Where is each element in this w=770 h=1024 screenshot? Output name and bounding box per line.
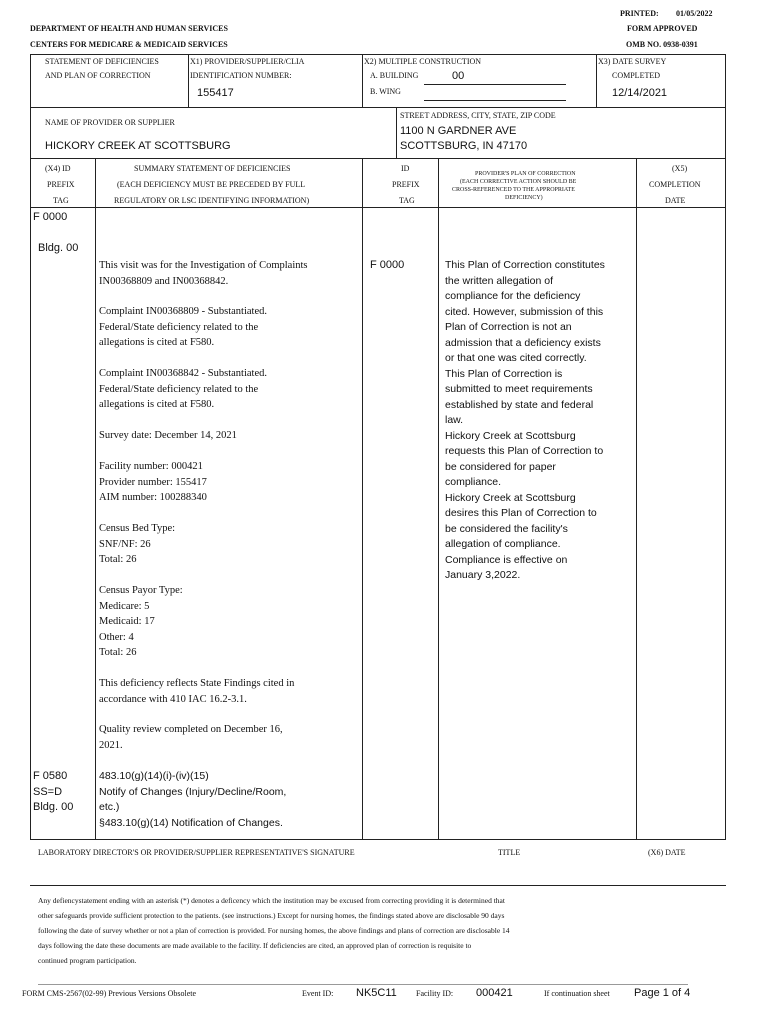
id-header-2: PREFIX bbox=[392, 180, 420, 189]
box1-left-border bbox=[30, 54, 31, 107]
provider-right-border bbox=[725, 107, 726, 158]
x4-header-3: TAG bbox=[53, 196, 69, 205]
provider-left-border bbox=[30, 107, 31, 158]
continuation-label: If continuation sheet bbox=[544, 989, 610, 998]
event-id-value: NK5C11 bbox=[356, 987, 397, 999]
event-id-label: Event ID: bbox=[302, 989, 334, 998]
x1-label-2: IDENTIFICATION NUMBER: bbox=[190, 71, 292, 80]
building-underline bbox=[424, 84, 566, 85]
x1-label-1: X1) PROVIDER/SUPPLIER/CLIA bbox=[190, 57, 305, 66]
x6-date-label: (X6) DATE bbox=[648, 848, 686, 857]
title-label: TITLE bbox=[498, 848, 521, 857]
address-line-2: SCOTTSBURG, IN 47170 bbox=[400, 140, 528, 152]
provider-divider bbox=[396, 107, 397, 158]
col-line-right bbox=[725, 158, 726, 839]
poc-header-4: DEFICIENCY) bbox=[505, 195, 543, 201]
col-line-poc bbox=[636, 158, 637, 839]
facility-id-value: 000421 bbox=[476, 987, 513, 999]
col-line-x4 bbox=[95, 158, 96, 839]
poc-header-2: (EACH CORRECTIVE ACTION SHOULD BE bbox=[460, 179, 577, 185]
provider-name-value: HICKORY CREEK AT SCOTTSBURG bbox=[45, 140, 231, 152]
summary-header-1: SUMMARY STATEMENT OF DEFICIENCIES bbox=[134, 164, 291, 173]
building-value: 00 bbox=[452, 70, 465, 82]
signature-label: LABORATORY DIRECTOR'S OR PROVIDER/SUPPLIER REPRESENTATIVE'S SIGNATURE bbox=[38, 848, 355, 857]
address-line-1: 1100 N GARDNER AVE bbox=[400, 125, 517, 137]
finding-survey-date: Survey date: December 14, 2021 bbox=[99, 430, 237, 441]
printed-label: PRINTED: bbox=[620, 9, 659, 18]
prefix-tag-1: F 0000 bbox=[33, 211, 68, 223]
box1-divider-2 bbox=[362, 54, 363, 107]
x2-label: X2) MULTIPLE CONSTRUCTION bbox=[364, 57, 482, 66]
finding-visit-text: This visit was for the Investigation of Complaints IN00368809 and IN00368842. bbox=[99, 260, 308, 287]
id-prefix-tag-1: F 0000 bbox=[370, 259, 405, 271]
header-bottom-border bbox=[30, 207, 726, 208]
statement-title-1: STATEMENT OF DEFICIENCIES bbox=[45, 57, 159, 66]
x5-header-3: DATE bbox=[665, 196, 686, 205]
plan-of-correction-text: This Plan of Correction constitutes the written allegation of compliance for the deficiency cited. However, submission of this Plan of Correction is not an admission that a deficiency exists or that one was cited correctly. This Plan of Correction is submitted to meet requirements established by state and federal law. Hickory Creek at Scottsburg requests this Plan of Correction to be considered for paper compliance. Hickory Creek at Scottsburg desires this Plan of Correction to be considered the facility's allegation of compliance. Compliance is effective on January 3,2022. bbox=[445, 259, 605, 581]
x3-label-1: X3) DATE SURVEY bbox=[598, 57, 667, 66]
survey-date-value: 12/14/2021 bbox=[612, 87, 668, 99]
summary-header-2: (EACH DEFICIENCY MUST BE PRECEDED BY FULL bbox=[117, 180, 306, 189]
x4-header-1: (X4) ID bbox=[45, 164, 71, 173]
page-number: Page 1 of 4 bbox=[634, 987, 691, 999]
finding-quality-review: Quality review completed on December 16, 2021. bbox=[99, 724, 283, 751]
col-line-left bbox=[30, 158, 31, 839]
box1-right-border bbox=[725, 54, 726, 107]
provider-bottom-border bbox=[30, 158, 726, 159]
x4-header-2: PREFIX bbox=[47, 180, 75, 189]
regulation-f580-text: 483.10(g)(14)(i)-(iv)(15) Notify of Changes (Injury/Decline/Room, etc.) §483.10(g)(14) Notification of Changes. bbox=[99, 770, 287, 829]
x5-header-1: (X5) bbox=[672, 164, 688, 173]
col-line-id bbox=[438, 158, 439, 839]
statement-title-2: AND PLAN OF CORRECTION bbox=[45, 71, 151, 80]
box1-bottom-border bbox=[30, 107, 726, 108]
col-line-summary bbox=[362, 158, 363, 839]
id-header-1: ID bbox=[401, 164, 410, 173]
box1-divider-3 bbox=[596, 54, 597, 107]
x3-label-2: COMPLETED bbox=[612, 71, 660, 80]
form-number: FORM CMS-2567(02-99) Previous Versions Obsolete bbox=[22, 989, 197, 998]
omb-number: OMB NO. 0938-0391 bbox=[626, 40, 698, 49]
centers-title: CENTERS FOR MEDICARE & MEDICAID SERVICES bbox=[30, 40, 228, 49]
prefix-tag-2: F 0580 SS=D Bldg. 00 bbox=[33, 770, 74, 813]
summary-header-3: REGULATORY OR LSC IDENTIFYING INFORMATION) bbox=[114, 196, 310, 205]
wing-underline bbox=[424, 100, 566, 101]
finding-complaint-1: Complaint IN00368809 - Substantiated. Federal/State deficiency related to the allegations is cited at F580. bbox=[99, 306, 267, 348]
department-title: DEPARTMENT OF HEALTH AND HUMAN SERVICES bbox=[30, 24, 228, 33]
wing-label: B. WING bbox=[370, 87, 401, 96]
address-label: STREET ADDRESS, CITY, STATE, ZIP CODE bbox=[400, 111, 556, 120]
printed-date: 01/05/2022 bbox=[676, 9, 713, 18]
form-approved: FORM APPROVED bbox=[627, 24, 698, 33]
signature-bottom-border bbox=[30, 885, 726, 886]
finding-census-bed: Census Bed Type: SNF/NF: 26 Total: 26 bbox=[99, 523, 176, 565]
id-header-3: TAG bbox=[399, 196, 415, 205]
provider-name-label: NAME OF PROVIDER OR SUPPLIER bbox=[45, 118, 175, 127]
disclaimer-text: Any defiencystatement ending with an asterisk (*) denotes a deficency which the institution may be excused from correcting providing it is determined that other safeguards provide sufficient protection to the patients. (see instructions.) Except for nursing homes, the findings stated above are disclosable 90 days following the date of survey whether or not a plan of correction is provided. For nursing homes, the above findings and plans of correction are disclosable 14 days following the date these documents are made available to the facility. If deficiencies are cited, an approved plan of correction is requisite to continued program participation. bbox=[38, 896, 510, 965]
building-tag-1: Bldg. 00 bbox=[38, 242, 79, 254]
x5-header-2: COMPLETION bbox=[649, 180, 701, 189]
poc-header-3: CROSS-REFERENCED TO THE APPROPRIATE bbox=[452, 187, 575, 193]
provider-id-value: 155417 bbox=[197, 87, 234, 99]
footer-rule bbox=[38, 984, 688, 985]
box-top-border bbox=[30, 54, 726, 55]
box1-divider-1 bbox=[188, 54, 189, 107]
finding-facility-numbers: Facility number: 000421 Provider number: 155417 AIM number: 100288340 bbox=[99, 461, 207, 503]
finding-state-findings: This deficiency reflects State Findings cited in accordance with 410 IAC 16.2-3.1. bbox=[99, 678, 295, 705]
body-bottom-border bbox=[30, 839, 726, 840]
finding-complaint-2: Complaint IN00368842 - Substantiated. Federal/State deficiency related to the allegations is cited at F580. bbox=[99, 368, 267, 410]
poc-header-1: PROVIDER'S PLAN OF CORRECTION bbox=[475, 171, 576, 177]
facility-id-label: Facility ID: bbox=[416, 989, 454, 998]
finding-census-payor: Census Payor Type: Medicare: 5 Medicaid: 17 Other: 4 Total: 26 bbox=[99, 585, 183, 658]
building-label: A. BUILDING bbox=[370, 71, 419, 80]
